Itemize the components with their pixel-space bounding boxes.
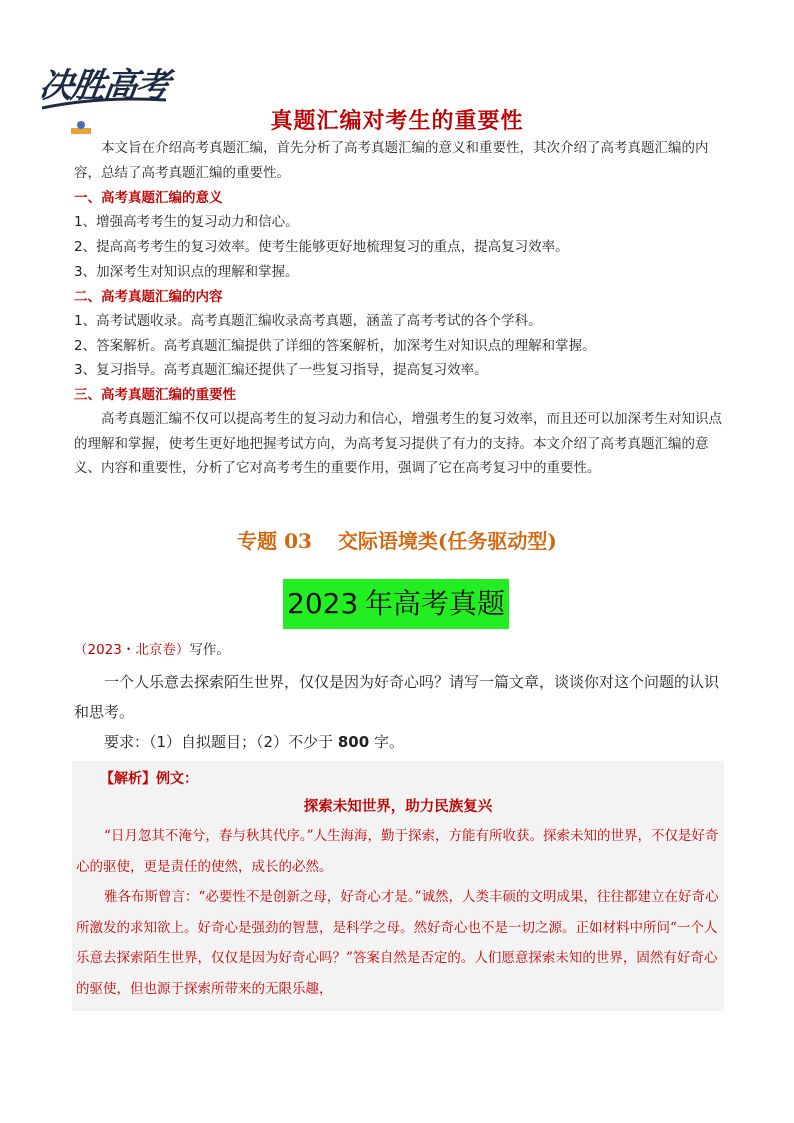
- list-item: 2、提高高考考生的复习效率。使考生能够更好地梳理复习的重点，提高复习效率。: [74, 239, 569, 255]
- source-type: 写作。: [189, 642, 230, 658]
- essay-title: 探索未知世界，助力民族复兴: [303, 799, 493, 815]
- list-item: 1、高考试题收录。高考真题汇编收录高考真题，涵盖了高考考试的各个学科。: [74, 313, 542, 329]
- question-prompt: 一个人乐意去探索陌生世界，仅仅是因为好奇心吗？请写一篇文章，谈谈你对这个问题的认识和思考。: [74, 673, 720, 721]
- list-item: 3、加深考生对知识点的理解和掌握。: [74, 264, 299, 280]
- list-item: 1、增强高考考生的复习动力和信心。: [74, 214, 299, 230]
- list-item: 2、答案解析。高考真题汇编提供了详细的答案解析，加深考生对知识点的理解和掌握。: [74, 338, 596, 354]
- topic-title: [0, 525, 794, 554]
- essay-paragraph: 雅各布斯曾言：“必要性不是创新之母，好奇心才是。”诚然，人类丰硕的文明成果，往往都建立在好奇心所激发的求知欲上。好奇心是强劲的智慧，是科学之母。然好奇心也不是一切之源。正如材料中所问“一个人乐意去探索陌生世界，仅仅是因为好奇心吗？”答案自然是否定的。人们愿意探索未知的世界，固然有好奇心的驱使，但也源于探索所带来的无限乐趣，: [76, 889, 719, 997]
- topic-number: 专题 03: [237, 529, 312, 553]
- req-count: 800: [337, 733, 370, 751]
- analysis-box: [72, 761, 724, 1011]
- list-item: 3、复习指导。高考真题汇编还提供了一些复习指导，提高复习效率。: [74, 362, 488, 378]
- question-requirements: [104, 731, 404, 752]
- section-heading-1: 一、高考真题汇编的意义: [74, 190, 223, 206]
- page-title: 真题汇编对考生的重要性: [270, 109, 524, 134]
- logo-text: 决胜高考: [36, 66, 171, 106]
- banner-text: 年高考真题: [361, 579, 509, 629]
- section-heading-2: 二、高考真题汇编的内容: [74, 289, 223, 305]
- req-prefix: 要求：（1）自拟题目；（2）不少于: [104, 733, 338, 751]
- req-suffix: 字。: [369, 733, 404, 751]
- analysis-label: 【解析】例文：: [100, 771, 198, 787]
- summary-paragraph: 高考真题汇编不仅可以提高考生的复习动力和信心，增强考生的复习效率，而且还可以加深考生对知识点的理解和掌握，使考生更好地把握考试方向，为高考复习提供了有力的支持。本文介绍了高考真题汇编的意义、内容和重要性，分析了它对高考考生的重要作用，强调了它在高考复习中的重要性。: [74, 411, 722, 476]
- banner-year: 2023: [283, 579, 362, 629]
- intro-paragraph: 本文旨在介绍高考真题汇编，首先分析了高考真题汇编的意义和重要性，其次介绍了高考真题汇编的内容，总结了高考真题汇编的重要性。: [74, 140, 709, 181]
- essay-body: [76, 821, 722, 1004]
- essay-paragraph: “日月忽其不淹兮，春与秋其代序。”人生海海，勤于探索，方能有所收获。探索未知的世界，不仅是好奇心的驱使，更是责任的使然，成长的必然。: [76, 828, 719, 875]
- topic-name: 交际语境类(任务驱动型): [337, 529, 557, 553]
- section-heading-3: 三、高考真题汇编的重要性: [74, 387, 236, 403]
- source-year: （2023・北京卷）: [74, 642, 190, 658]
- question-source: [74, 638, 230, 658]
